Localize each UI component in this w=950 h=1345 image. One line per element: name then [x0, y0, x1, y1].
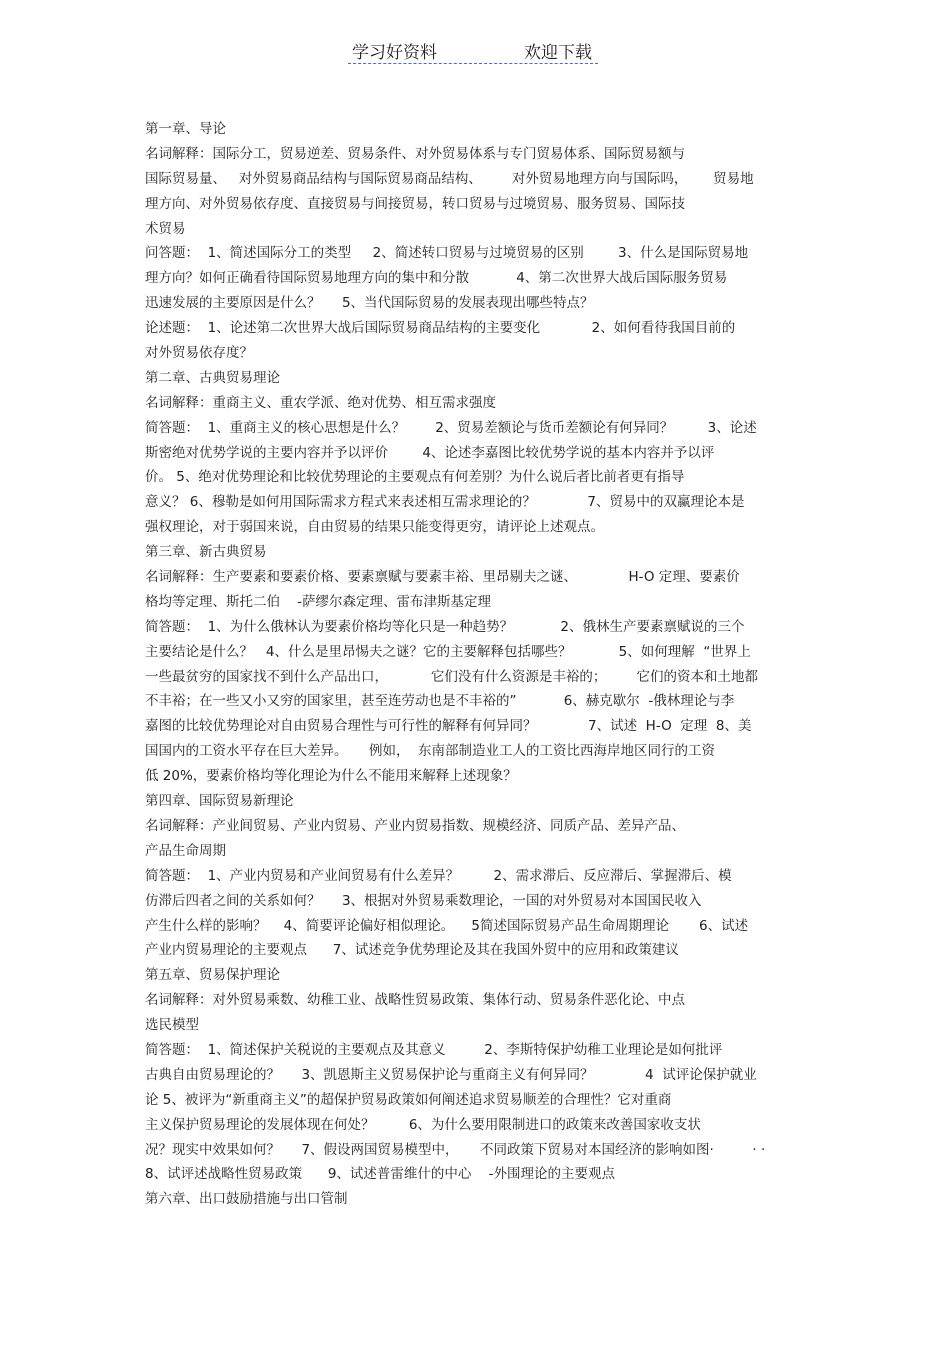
text-line: 格均等定理、斯托二伯 -萨缪尔森定理、雷布津斯基定理 [145, 593, 492, 610]
text-line: 况？现实中效果如何？ 7、假设两国贸易模型中， 不同政策下贸易对本国经济的影响如图· · · [145, 1141, 766, 1158]
text-line: 仿滞后四者之间的关系如何？ 3、根据对外贸易乘数理论，一国的对外贸易对本国国民收入 [145, 892, 702, 909]
text-line: 对外贸易依存度？ [145, 345, 253, 362]
text-line: 意义？ 6、穆勒是如何用国际需求方程式来表述相互需求理论的？ 7、贸易中的双赢理论本是 [145, 494, 745, 511]
text-line: 理方向？如何正确看待国际贸易地理方向的集中和分散 4、第二次世界大战后国际服务贸易 [145, 270, 728, 287]
text-line: 论述题： 1、论述第二次世界大战后国际贸易商品结构的主要变化 2、如何看待我国目前的 [145, 320, 736, 337]
text-line: 名词解释：对外贸易乘数、幼稚工业、战略性贸易政策、集体行动、贸易条件恶化论、中点 [145, 992, 685, 1009]
text-line: 迅速发展的主要原因是什么？ 5、当代国际贸易的发展表现出哪些特点？ [145, 295, 594, 312]
text-line: 简答题： 1、简述保护关税说的主要观点及其意义 2、李斯特保护幼稚工业理论是如何批评 [145, 1041, 723, 1058]
text-line: 主要结论是什么？ 4、什么是里昂惕夫之谜？它的主要解释包括哪些？ 5、如何理解 “世界上 [145, 643, 751, 660]
text-line: 简答题： 1、产业内贸易和产业间贸易有什么差异？ 2、需求滞后、反应滞后、掌握滞后、模 [145, 867, 732, 884]
text-line: 第四章、国际贸易新理论 [145, 793, 294, 810]
text-line: 第五章、贸易保护理论 [145, 967, 280, 984]
text-line: 理方向、对外贸易依存度、直接贸易与间接贸易，转口贸易与过境贸易、服务贸易、国际技 [145, 195, 685, 212]
document-body [145, 117, 807, 1212]
text-line: 选民模型 [145, 1017, 199, 1034]
text-line: 名词解释：生产要素和要素价格、要素禀赋与要素丰裕、里昂剔夫之谜、 H-O 定理、要素价 [145, 569, 740, 586]
text-line: 问答题： 1、简述国际分工的类型 2、简述转口贸易与过境贸易的区别 3、什么是国际贸易地 [145, 245, 749, 262]
text-line: 国际贸易量、 对外贸易商品结构与国际贸易商品结构、 对外贸易地理方向与国际吗， 贸易地 [145, 170, 754, 187]
page-header [348, 38, 598, 68]
text-line: 古典自由贸易理论的？ 3、凯恩斯主义贸易保护论与重商主义有何异同？ 4 试评论保护就业 [145, 1066, 757, 1083]
text-line: 低 20%，要素价格均等化理论为什么不能用来解释上述现象？ [145, 768, 517, 785]
text-line: 主义保护贸易理论的发展体现在何处？ 6、为什么要用限制进口的政策来改善国家收支状 [145, 1116, 701, 1133]
text-line: 产业内贸易理论的主要观点 7、试述竞争优势理论及其在我国外贸中的应用和政策建议 [145, 942, 679, 959]
text-line: 第三章、新古典贸易 [145, 544, 267, 561]
text-line: 产品生命周期 [145, 842, 226, 859]
text-line: 第二章、古典贸易理论 [145, 369, 280, 386]
header-right-text: 欢迎下载 [524, 43, 592, 63]
header-dashed-rule [348, 63, 598, 64]
text-line: 名词解释：国际分工，贸易逆差、贸易条件、对外贸易体系与专门贸易体系、国际贸易额与 [145, 145, 685, 162]
text-line: 第一章、导论 [145, 121, 226, 137]
text-line: 嘉图的比较优势理论对自由贸易合理性与可行性的解释有何异同？ 7、试述 H-O 定理 8、美 [145, 718, 752, 735]
text-line: 术贸易 [145, 220, 186, 237]
text-line: 不丰裕；在一些又小又穷的国家里，甚至连劳动也是不丰裕的” 6、赫克歇尔 -俄林理论与李 [145, 693, 735, 710]
text-line: 产生什么样的影响？ 4、简要评论偏好相似理论。 5简述国际贸易产品生命周期理论 6、试述 [145, 917, 749, 934]
text-line: 8、试评述战略性贸易政策 9、试述普雷维什的中心 -外围理论的主要观点 [145, 1166, 615, 1183]
text-line: 名词解释：产业间贸易、产业内贸易、产业内贸易指数、规模经济、同质产品、差异产品、 [145, 817, 685, 834]
text-line: 简答题： 1、为什么俄林认为要素价格均等化只是一种趋势？ 2、俄林生产要素禀赋说的三个 [145, 618, 745, 635]
text-line: 国国内的工资水平存在巨大差异。 例如， 东南部制造业工人的工资比西海岸地区同行的工资 [145, 743, 716, 760]
text-line: 斯密绝对优势学说的主要内容并予以评价 4、论述李嘉图比较优势学说的基本内容并予以评 [145, 444, 715, 461]
text-line: 第六章、出口鼓励措施与出口管制 [145, 1191, 348, 1208]
text-line: 名词解释：重商主义、重农学派、绝对优势、相互需求强度 [145, 394, 496, 411]
text-line: 简答题： 1、重商主义的核心思想是什么？ 2、贸易差额论与货币差额论有何异同？ 3、论述 [145, 419, 757, 436]
text-line: 强权理论，对于弱国来说，自由贸易的结果只能变得更穷，请评论上述观点。 [145, 519, 604, 536]
text-line: 一些最贫穷的国家找不到什么产品出口， 它们没有什么资源是丰裕的； 它们的资本和土地都 [145, 668, 758, 685]
text-line: 论 5、被评为“新重商主义”的超保护贸易政策如何阐述追求贸易顺差的合理性？它对重商 [145, 1091, 672, 1108]
text-line: 价。 5、绝对优势理论和比较优势理论的主要观点有何差别？为什么说后者比前者更有指导 [145, 469, 685, 486]
header-left-text: 学习好资料 [352, 43, 437, 63]
